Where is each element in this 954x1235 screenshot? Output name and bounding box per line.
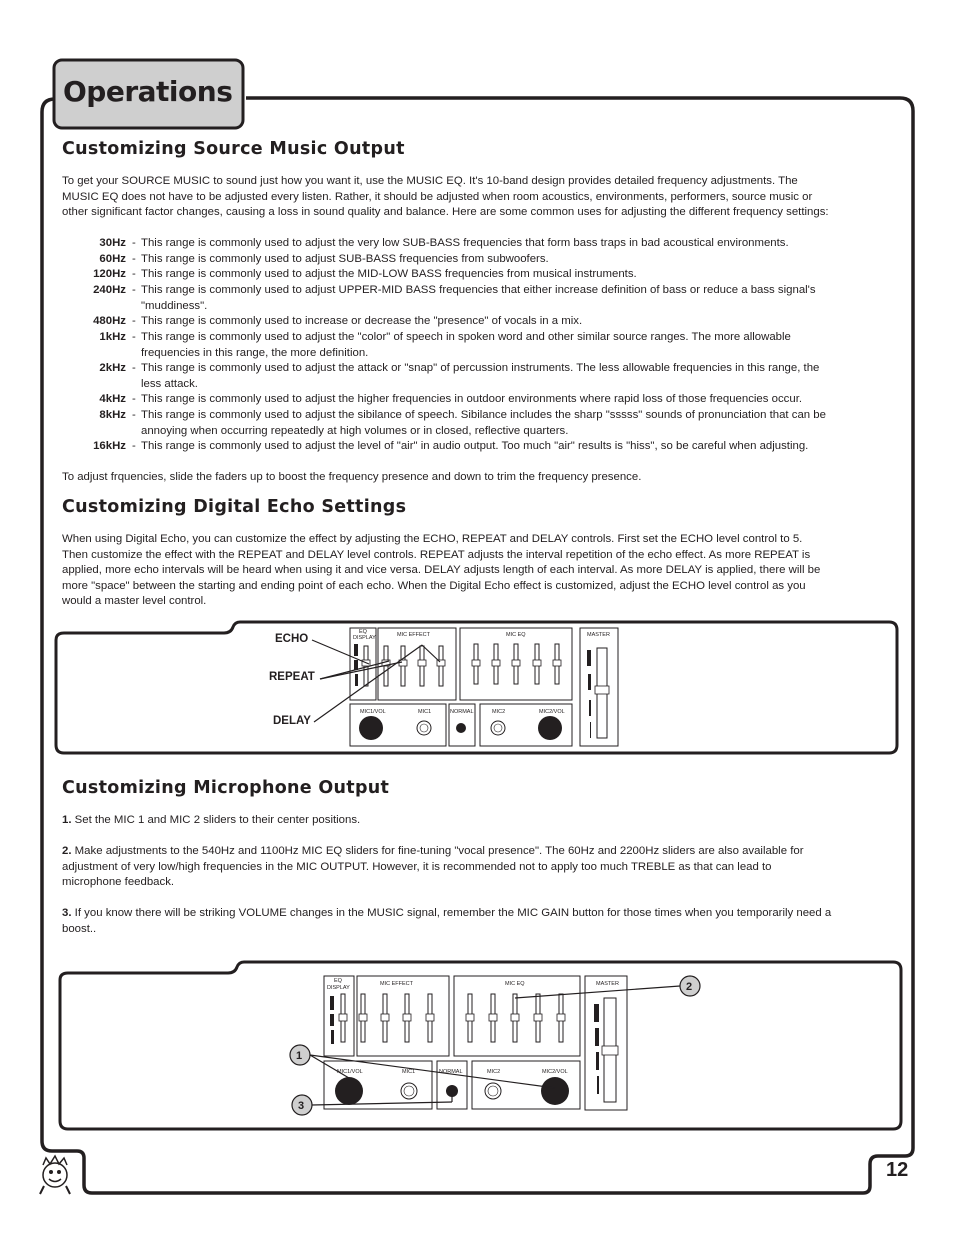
mic-effect-label: MIC EFFECT (397, 632, 430, 638)
step-text: Make adjustments to the 540Hz and 1100Hz MIC EQ sliders for fine-tuning "vocal presence". The 60Hz and 2200Hz sliders are also available for (74, 845, 804, 857)
mic1-label: MIC1 (402, 1069, 416, 1075)
frequency-label: 60Hz (99, 253, 126, 265)
frequency-description-cont: frequencies in this range, the more definition. (141, 346, 369, 359)
mic1vol-label: MIC1/VOL (360, 709, 386, 715)
frequency-label: 4kHz (99, 393, 126, 405)
section-heading-microphone: Customizing Microphone Output (62, 778, 390, 798)
frequency-description: This range is commonly used to adjust UPPER-MID BASS frequencies that either increase definition of bass or reduce a bass signal's (141, 284, 816, 296)
body-line: Then customize the effect with the REPEAT and DELAY level controls. REPEAT adjusts the interval repetition of the echo effect. As more REPEAT is (62, 548, 811, 561)
frequency-item: 480Hz - This range is commonly used to increase or decrease the "presence" of vocals in a mix. (62, 314, 902, 330)
frequency-description: This range is commonly used to adjust the MID-LOW BASS frequencies from musical instruments. (141, 268, 637, 280)
mic2vol-label: MIC2/VOL (539, 709, 565, 715)
step-text-cont: boost.. (62, 922, 97, 935)
mic2-label: MIC2 (487, 1069, 501, 1075)
delay-callout-label: DELAY (273, 715, 311, 727)
step-number: 3. (62, 907, 72, 919)
frequency-label: 120Hz (93, 268, 126, 280)
frequency-item: 16kHz - This range is commonly used to adjust the level of "air" in audio output. Too much "air" results is "hiss", so be careful when adjusting. (62, 439, 902, 455)
frequency-description-cont: annoying when occurring repeatedly at high volumes or in closed, reflective quarters. (141, 424, 569, 437)
frequency-description: This range is commonly used to adjust the very low SUB-BASS frequencies that form bass traps in bad acoustical environments. (141, 237, 789, 249)
body-line: more "space" between the starting and ending point of each echo. When the Digital Echo effect is customized, adjust the ECHO level control as you (62, 579, 806, 592)
frequency-item: 1kHz - This range is commonly used to adjust the "color" of speech in spoken word and other similar source ranges. The more allowable frequencies in this range, the more definition. (62, 330, 902, 362)
section-heading-source-music: Customizing Source Music Output (62, 139, 405, 159)
intro-line: To get your SOURCE MUSIC to sound just how you want it, use the MUSIC EQ. It's 10-band design provides detailed frequency adjustments. The (62, 175, 798, 187)
frequency-item: 8kHz - This range is commonly used to adjust the sibilance of speech. Sibilance includes the sharp "sssss" sounds of pronunciation that can be annoying when occurring repeatedly at high volumes or in closed, reflective quarters. (62, 408, 902, 440)
marker-1-label: 1 (296, 1050, 303, 1062)
mic-effect-label: MIC EFFECT (380, 981, 413, 987)
frequency-item: 60Hz - This range is commonly used to adjust SUB-BASS frequencies from subwoofers. (62, 252, 902, 268)
frequency-label: 8kHz (99, 409, 126, 421)
marker-3 (292, 1095, 312, 1115)
repeat-callout-label: REPEAT (269, 671, 315, 683)
mic2vol-label: MIC2/VOL (542, 1069, 568, 1075)
frequency-label: 240Hz (93, 284, 126, 296)
page-number: 12 (886, 1159, 909, 1181)
frequency-description: This range is commonly used to adjust the attack or "snap" of percussion instruments. The less allowable frequencies in this range, the (141, 362, 820, 374)
page-title: Operations (63, 75, 233, 108)
intro-line: MUSIC EQ does not have to be adjusted every listen. Rather, it should be adjusted when room acoustics, environments, performers, source music or (62, 190, 813, 203)
echo-callout-label: ECHO (275, 633, 309, 645)
frequency-description-cont: less attack. (141, 377, 198, 390)
frequency-description-cont: "muddiness". (141, 299, 208, 312)
normal-label: NORMAL (450, 709, 474, 715)
eq-display-label: EQ (359, 629, 367, 635)
mic-eq-label: MIC EQ (506, 632, 526, 638)
frequency-item: 2kHz - This range is commonly used to adjust the attack or "snap" of percussion instruments. The less allowable frequencies in this range, the less attack. (62, 361, 902, 393)
section-heading-digital-echo: Customizing Digital Echo Settings (62, 497, 407, 517)
frequency-label: 16kHz (93, 440, 126, 452)
master-label: MASTER (596, 981, 619, 987)
intro-line: other significant factor changes, causing a loss in sound quality and balance. Here are some common uses for adjusting the different frequency settings: (62, 206, 829, 219)
frequency-description: This range is commonly used to adjust the "color" of speech in spoken word and other similar source ranges. The more allowable (141, 331, 791, 343)
frequency-label: 480Hz (93, 315, 126, 327)
mic-eq-label: MIC EQ (505, 981, 525, 987)
frequency-description: This range is commonly used to adjust SUB-BASS frequencies from subwoofers. (141, 253, 549, 265)
frequency-description: This range is commonly used to adjust the level of "air" in audio output. Too much "air" results is "hiss", so be careful when adjusting. (141, 440, 809, 452)
marker-2-label: 2 (686, 981, 693, 993)
marker-3-label: 3 (298, 1100, 305, 1112)
step-text-cont: adjustment of very low/high frequencies in the MIC OUTPUT. However, it is recommended not to apply too much TREBLE as that can lead to (62, 860, 772, 873)
step-number: 1. (62, 814, 72, 826)
marker-2 (680, 976, 700, 996)
frequency-item: 240Hz - This range is commonly used to adjust UPPER-MID BASS frequencies that either increase definition of bass or reduce a bass signal's "muddiness". (62, 283, 902, 315)
step-text-cont: microphone feedback. (62, 876, 175, 889)
mic1-label: MIC1 (418, 709, 432, 715)
body-line: When using Digital Echo, you can customize the effect by adjusting the ECHO, REPEAT and DELAY controls. First set the ECHO level control to 5. (62, 533, 803, 545)
mic1vol-label: MIC1/VOL (337, 1069, 363, 1075)
frequency-description: This range is commonly used to adjust the sibilance of speech. Sibilance includes the sharp "sssss" sounds of pronunciation that can be (141, 409, 826, 421)
step-number: 2. (62, 845, 72, 857)
step-text: Set the MIC 1 and MIC 2 sliders to their center positions. (74, 814, 361, 826)
frequency-label: 30Hz (99, 237, 126, 249)
mic2-label: MIC2 (492, 709, 506, 715)
eq-display-label: EQ (334, 978, 342, 984)
body-line: would a master level control. (62, 595, 207, 608)
frequency-label: 2kHz (99, 362, 126, 374)
frequency-item: 30Hz - This range is commonly used to adjust the very low SUB-BASS frequencies that form bass traps in bad acoustical environments. (62, 236, 902, 252)
frequency-label: 1kHz (99, 331, 126, 343)
marker-1 (290, 1045, 310, 1065)
eq-display-label-2: DISPLAY (327, 985, 350, 991)
eq-display-label-2: DISPLAY (353, 635, 376, 641)
frequency-description: This range is commonly used to increase or decrease the "presence" of vocals in a mix. (141, 315, 583, 327)
frequency-description: This range is commonly used to adjust the higher frequencies in outdoor environments where rapid loss of those frequencies occur. (141, 393, 803, 405)
frequency-item: 4kHz - This range is commonly used to adjust the higher frequencies in outdoor environments where rapid loss of those frequencies occur. (62, 392, 902, 408)
step-text: If you know there will be striking VOLUME changes in the MUSIC signal, remember the MIC GAIN button for those times when you temporarily need a (74, 907, 832, 919)
normal-label: NORMAL (439, 1069, 463, 1075)
body-line: applied, more echo intervals will be heard when using it and vice versa. DELAY adjusts length of each interval. As more DELAY is applied, there will be (62, 564, 821, 577)
source-music-outro: To adjust frquencies, slide the faders up to boost the frequency presence and down to trim the frequency presence. (62, 471, 642, 483)
frequency-item: 120Hz - This range is commonly used to adjust the MID-LOW BASS frequencies from musical instruments. (62, 267, 902, 283)
master-label: MASTER (587, 632, 610, 638)
